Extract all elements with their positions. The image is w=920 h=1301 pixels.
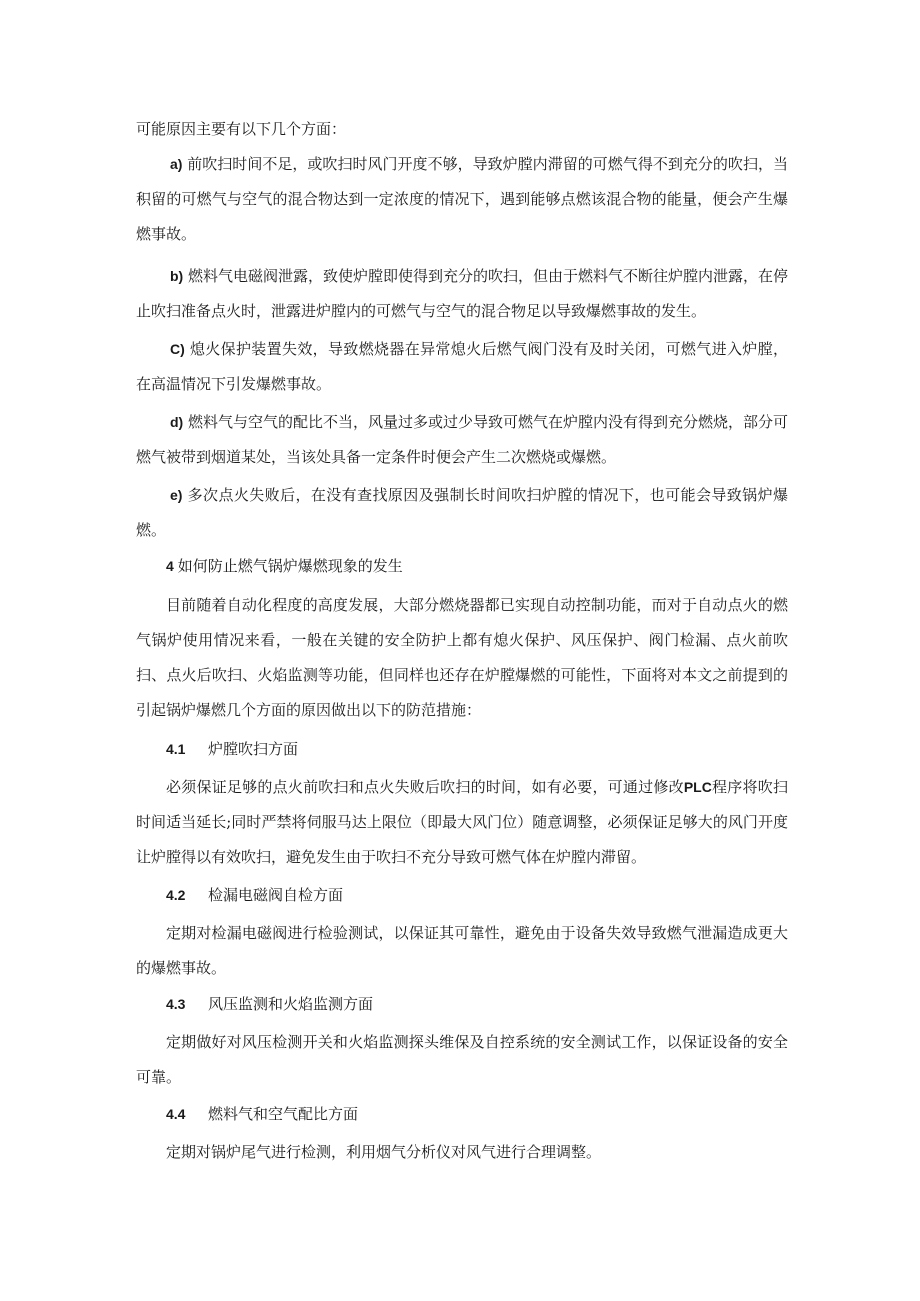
cause-text: 燃料气电磁阀泄露，致使炉膛即使得到充分的吹扫，但由于燃料气不断往炉膛内泄露，在停止吹扫准备点火时，泄露进炉膛内的可燃气与空气的混合物足以导致爆燃事故的发生。 [136,267,789,320]
cause-item-d [136,405,788,475]
subsection-title: 炉膛吹扫方面 [208,740,299,758]
intro-paragraph: 可能原因主要有以下几个方面： [136,120,347,138]
subsection-number: 4.4 [166,1106,186,1122]
subsection-4-1-heading [166,734,298,764]
cause-item-e [136,478,788,548]
cause-text: 熄火保护装置失效，导致燃烧器在异常熄火后燃气阀门没有及时关闭，可燃气进入炉膛，在高温情况下引发爆燃事故。 [136,340,788,393]
subsection-number: 4.1 [166,741,186,757]
subsection-title: 检漏电磁阀自检方面 [208,886,344,904]
section-4-heading [166,551,403,581]
cause-label: b) [170,268,184,284]
cause-label: a) [170,156,183,172]
plc-term: PLC [683,779,712,795]
section-4-intro: 目前随着自动化程度的高度发展，大部分燃烧器都已实现自动控制功能，而对于自动点火的燃气锅炉使用情况来看，一般在关键的安全防护上都有熄火保护、风压保护、阀门检漏、点火前吹扫、点火后吹扫、火焰监测等功能，但同样也还存在炉膛爆燃的可能性，下面将对本文之前提到的引起锅炉爆燃几个方面的原因做出以下的防范措施： [136,596,788,719]
subsection-4-3-body: 定期做好对风压检测开关和火焰监测探头维保及自控系统的安全测试工作，以保证设备的安全可靠。 [136,1033,788,1086]
cause-text: 前吹扫时间不足，或吹扫时风门开度不够，导致炉膛内滞留的可燃气得不到充分的吹扫，当积留的可燃气与空气的混合物达到一定浓度的情况下，遇到能够点燃该混合物的能量，便会产生爆燃事故。 [136,155,788,243]
subsection-4-3-heading [166,989,373,1019]
body-text: 程序将吹扫时间适当延长;同时严禁将伺服马达上限位（即最大风门位）随意调整，必须保证足够大的风门开度让炉膛得以有效吹扫，避免发生由于吹扫不充分导致可燃气体在炉膛内滞留。 [136,778,788,866]
cause-label: e) [170,487,183,503]
subsection-title: 燃料气和空气配比方面 [208,1105,359,1123]
subsection-number: 4.3 [166,996,186,1012]
body-text: 必须保证足够的点火前吹扫和点火失败后吹扫的时间，如有必要，可通过修改 [166,778,684,796]
cause-label: C) [170,341,185,357]
cause-label: d) [170,414,184,430]
cause-item-c [136,332,788,402]
subsection-4-1-body [136,770,788,875]
cause-item-b [136,259,788,329]
subsection-4-4-heading [166,1099,358,1129]
subsection-4-2-body: 定期对检漏电磁阀进行检验测试，以保证其可靠性，避免由于设备失效导致燃气泄漏造成更大的爆燃事故。 [136,924,788,977]
cause-text: 多次点火失败后，在没有查找原因及强制长时间吹扫炉膛的情况下，也可能会导致锅炉爆燃。 [136,486,788,539]
section-title: 如何防止燃气锅炉爆燃现象的发生 [177,557,403,575]
cause-item-a [136,147,788,252]
section-number: 4 [166,558,174,574]
subsection-4-2-heading [166,880,343,910]
subsection-4-4-body: 定期对锅炉尾气进行检测，利用烟气分析仪对风气进行合理调整。 [166,1143,602,1161]
subsection-title: 风压监测和火焰监测方面 [208,995,374,1013]
subsection-number: 4.2 [166,887,186,903]
cause-text: 燃料气与空气的配比不当，风量过多或过少导致可燃气在炉膛内没有得到充分燃烧，部分可燃气被带到烟道某处，当该处具备一定条件时便会产生二次燃烧或爆燃。 [136,413,789,466]
